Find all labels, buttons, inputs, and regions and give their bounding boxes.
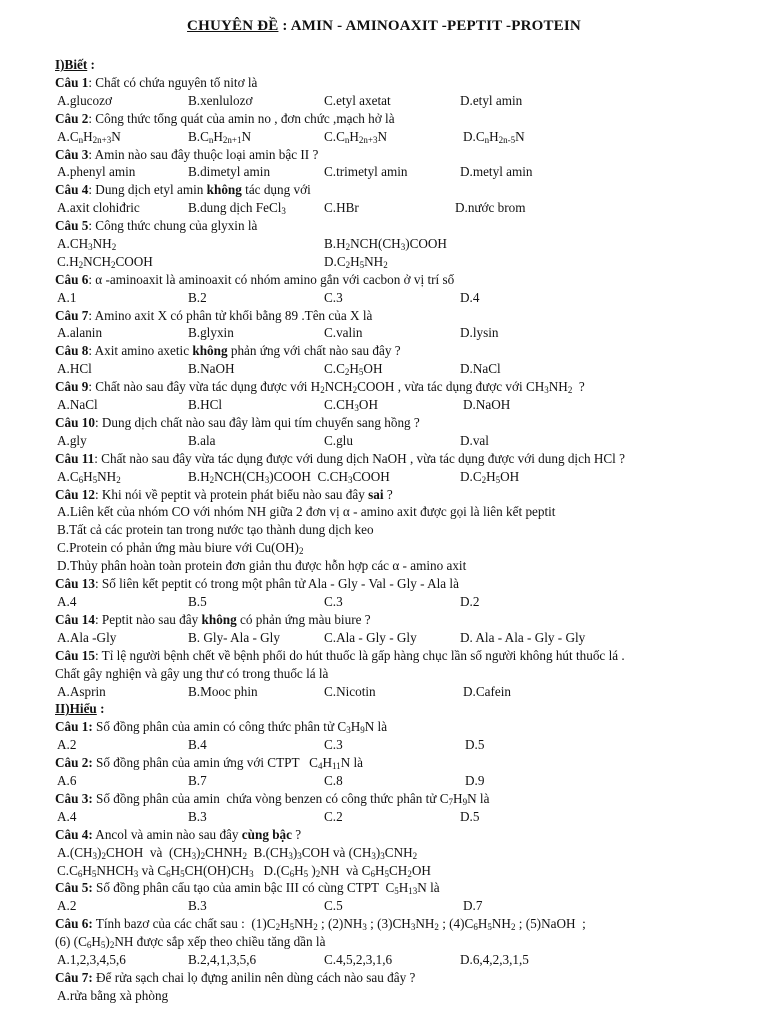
question-3: Câu 3: Amin nào sau đây thuộc loại amin bậc II ?: [55, 146, 319, 162]
answers-4: A.axit clohiđric B.dung dịch FeCl$_3$ C.HBr D.nước brom: [57, 200, 526, 217]
answers-7: A.alanin B.glyxin C.valin D.lysin: [57, 325, 499, 341]
question-h1: Câu 1: Số đồng phân của amin có công thức phân tử $C_3H_9N$ là: [55, 719, 388, 736]
question-h5: Câu 5: Số đồng phân cấu tạo của amin bậc III có cùng CTPT $C_5H_{13}N$ là: [55, 880, 440, 897]
question-15: Câu 15: Tỉ lệ người bệnh chết về bệnh phổi do hút thuốc là gấp hàng chục lần số người không hút thuốc lá .: [55, 647, 625, 663]
question-13: Câu 13: Số liên kết peptit có trong một phân tử Ala - Gly - Val - Gly - Ala là: [55, 576, 459, 592]
answers-h5: A.2 B.3 C.5 D.7: [57, 898, 483, 914]
answer-12-b: B.Tất cả các protein tan trong nước tạo thành dung dịch keo: [57, 522, 374, 538]
question-list: [55, 56, 755, 1005]
question-h7: Câu 7: Để rửa sạch chai lọ đựng anilin nên dùng cách nào sau đây ?: [55, 969, 416, 985]
question-6: Câu 6: α -aminoaxit là aminoaxit có nhóm amino gắn với cacbon ở vị trí số: [55, 271, 455, 287]
question-10: Câu 10: Dung dịch chất nào sau đây làm qui tím chuyển sang hồng ?: [55, 414, 420, 430]
answers-14: A.Ala -Gly B. Gly- Ala - Gly C.Ala - Gly - Gly D. Ala - Ala - Gly - Gly: [57, 629, 586, 645]
answers-8: A.HCl B.NaOH $C.C_2H_5OH$ D.NaCl: [57, 361, 501, 378]
question-12: Câu 12: Khi nói về peptit và protein phát biểu nào sau đây sai ?: [55, 486, 393, 502]
question-14: Câu 14: Peptit nào sau đây không có phản ứng màu biure ?: [55, 611, 371, 627]
section-heading-hieu: II)Hiểu :: [55, 701, 105, 717]
answers-h4-cd: $C.C_6H_5NHCH_3$ và $C_6H_5CH(OH)CH_3$ $D.(C_6H_5$ )$_2NH$ và $C_6H_5CH_2OH$: [57, 862, 431, 879]
question-h6-cont: (6) $(C_6H_5)_2NH$ được sắp xếp theo chiều tăng dần là: [55, 934, 326, 951]
title-topic: AMIN - AMINOAXIT -PEPTIT -PROTEIN: [290, 18, 581, 34]
answers-1: A.glucozơ B.xenlulozơ C.etyl axetat D.etyl amin: [57, 92, 523, 108]
title-separator: :: [278, 18, 291, 34]
question-h4: Câu 4: Ancol và amin nào sau đây cùng bậc ?: [55, 826, 302, 842]
answer-h7-a: A.rửa bằng xà phòng: [57, 987, 169, 1003]
answers-6: A.1 B.2 C.3 D.4: [57, 289, 480, 305]
answers-h1: A.2 B.4 C.3 D.5: [57, 737, 485, 753]
answers-h6: A.1,2,3,4,5,6 B.2,4,1,3,5,6 C.4,5,2,3,1,6 D.6,4,2,3,1,5: [57, 952, 529, 968]
question-9: Câu 9: Chất nào sau đây vừa tác dụng được với $H_2NCH_2COOH$ , vừa tác dụng được với $CH_3NH_2$ ?: [55, 379, 585, 396]
question-2: Câu 2: Công thức tổng quát của amin no , đơn chức ,mạch hở là: [55, 110, 395, 126]
answers-9: A.NaCl B.HCl $C.CH_3OH$ D.NaOH: [57, 397, 511, 414]
question-h6: Câu 6: Tính bazơ của các chất sau : $(1)C_2H_5NH_2$ ; $(2)NH_3$ ; $(3)CH_3NH_2$ ; $(4)C_6H_5NH_2$ ; (5)NaOH ;: [55, 916, 586, 933]
answers-10: A.gly B.ala C.glu D.val: [57, 432, 489, 448]
question-1: Câu 1: Chất có chứa nguyên tố nitơ là: [55, 74, 258, 90]
section-heading-biet: I)Biết :: [55, 57, 95, 72]
question-h3: Câu 3: Số đồng phân của amin chứa vòng benzen có công thức phân tử $C_7H_9N$ là: [55, 790, 490, 807]
answers-h2: A.6 B.7 C.8 D.9: [57, 773, 485, 788]
answers-h4-ab: $A.(CH_3)_2CHOH$ và $(CH_3)_2CHNH_2$ $B.(CH_3)_3COH$ và $(CH_3)_3CNH_2$: [57, 844, 418, 861]
question-4: Câu 4: Dung dịch etyl amin không tác dụng với: [55, 182, 311, 198]
question-7: Câu 7: Amino axit X có phân tử khối bằng 89 .Tên của X là: [55, 307, 373, 323]
question-11: Câu 11: Chất nào sau đây vừa tác dụng được với dung dịch NaOH , vừa tác dụng được với dung dịch HCl ?: [55, 450, 625, 466]
question-8: Câu 8: Axit amino axetic không phản ứng với chất nào sau đây ?: [55, 343, 401, 359]
answers-13: A.4 B.5 C.3 D.2: [57, 594, 480, 609]
answers-15: A.Asprin B.Mooc phin C.Nicotin D.Cafein: [57, 683, 511, 699]
answers-2: $A.C_nH_{2n+3}N$ $B.C_nH_{2n+1}N$ $C.C_nH_{2n+3}N$ $D.C_nH_{2n-5}N$: [57, 128, 525, 145]
answers-11: $A.C_6H_5NH_2$ $B.H_2NCH(CH_3)COOH$ $C.CH_3COOH$ $D.C_2H_5OH$: [57, 468, 520, 485]
question-h2: Câu 2: Số đồng phân của amin ứng với CTPT $C_4H_{11}N$ là: [55, 755, 364, 772]
answer-12-a: A.Liên kết của nhóm CO với nhóm NH giữa 2 đơn vị α - amino axit được gọi là liên kết peptit: [57, 504, 556, 520]
answers-3: A.phenyl amin B.dimetyl amin C.trimetyl amin D.metyl amin: [57, 164, 533, 180]
answers-5-ab: $A.CH_3NH_2$ $B.H_2NCH(CH_3)COOH$: [57, 236, 447, 252]
answer-12-c: C.Protein có phản ứng màu biure với $Cu(OH)_2$: [57, 540, 304, 557]
answers-h3: A.4 B.3 C.2 D.5: [57, 808, 480, 824]
answers-5-cd: $C.H_2NCH_2COOH$ $D.C_2H_5NH_2$: [57, 253, 388, 270]
title-label: CHUYÊN ĐỀ: [187, 18, 279, 34]
answer-12-d: D.Thủy phân hoàn toàn protein đơn giản thu được hỗn hợp các α - amino axit: [57, 558, 467, 574]
question-15-cont: Chất gây nghiện và gây ung thư có trong thuốc lá là: [55, 665, 329, 681]
page-title: [0, 18, 768, 36]
question-5: Câu 5: Công thức chung của glyxin là: [55, 218, 258, 234]
